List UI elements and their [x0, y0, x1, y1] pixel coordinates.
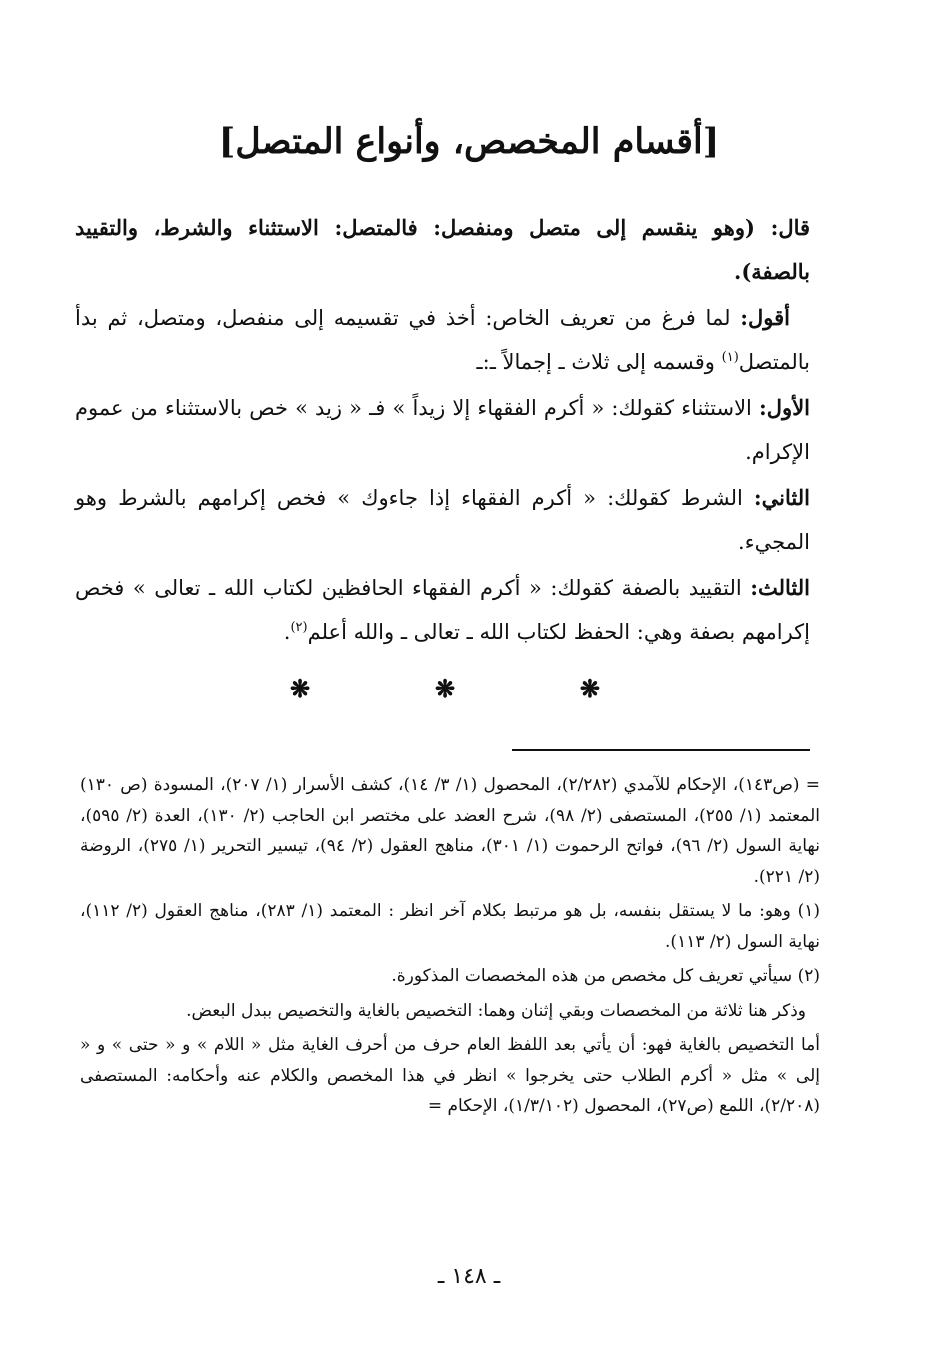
footnote-ref-2: (٢): [290, 620, 308, 635]
first-type-text: الاستثناء كقولك: « أكرم الفقهاء إلا زيداً » فـ « زيد » خص بالاستثناء من عموم الإكرام.: [75, 396, 810, 464]
second-type-text: الشرط كقولك: « أكرم الفقهاء إذا جاءوك » فخص إكرامهم بالشرط وهو المجيء.: [75, 486, 810, 554]
commentary-tail: وقسمه إلى ثلاث ـ إجمالاً ـ:ـ: [476, 350, 715, 374]
divider-star-icon: ❋: [434, 674, 456, 703]
commentary-paragraph: [75, 296, 810, 384]
third-type-label: الثالث:: [750, 575, 810, 600]
main-text: [75, 206, 810, 656]
footnote-continuation: = (ص١٤٣)، الإحكام للآمدي (٢/٢٨٢)، المحصول (١/ ٣/ ١٤)، كشف الأسرار (١/ ٢٠٧)، المسودة (ص ١٣٠) المعتمد (١/ ٢٥٥)، المستصفى (٢/ ٩٨)، شرح العضد على مختصر ابن الحاجب (٢/ ١٣٠)، العدة (٢/ ٥٩٥)، نهاية السول (٢/ ٩٦)، فواتح الرحموت (١/ ٣٠١)، مناهج العقول (٢/ ٩٤)، تيسير التحرير (١/ ٢٧٥)، الروضة (٢/ ٢٢١).: [80, 775, 821, 887]
quote-label: قال:: [770, 215, 811, 240]
footnote-separator: [512, 749, 810, 751]
footnote-2-extra: وذكر هنا ثلاثة من المخصصات وبقي إثنان وهما: التخصيص بالغاية والتخصيص ببدل البعض.: [186, 1000, 806, 1021]
divider-star-icon: ❋: [579, 674, 600, 703]
quote-text: (وهو ينقسم إلى متصل ومنفصل: فالمتصل: الاستثناء والشرط، والتقييد بالصفة).: [75, 215, 810, 284]
page-number: ـ ١٤٨ ـ: [437, 1264, 501, 1289]
footnote-2-extra-2: أما التخصيص بالغاية فهو: أن يأتي بعد اللفظ العام حرف من أحرف الغاية مثل « اللام » و « حتى » و « إلى » مثل « أكرم الطلاب حتى يخرجوا » انظر في هذا المخصص والكلام عنه وأحكامه: المستصفى (٢/٢٠٨)، اللمع (ص٢٧)، المحصول (١/٣/١٠٢)، الإحكام =: [80, 1035, 820, 1116]
third-type-tail: .: [283, 620, 291, 644]
section-divider: [290, 674, 600, 704]
third-type-text: التقييد بالصفة كقولك: « أكرم الفقهاء الحافظين لكتاب الله ـ تعالى » فخص إكرامهم بصفة وهي: الحفظ لكتاب الله ـ تعالى ـ والله أعلم: [75, 576, 810, 644]
third-type-paragraph: [75, 566, 810, 654]
second-type-paragraph: [75, 476, 810, 564]
footnote-ref-1: (١): [721, 350, 739, 365]
footnote-1: (١) وهو: ما لا يستقل بنفسه، بل هو مرتبط بكلام آخر انظر : المعتمد (١/ ٢٨٣)، مناهج العقول (٢/ ١١٢)، نهاية السول (٢/ ١١٣).: [80, 901, 820, 952]
footnotes: [80, 770, 820, 1126]
divider-star-icon: ❋: [290, 674, 311, 703]
commentary-text: لما فرغ من تعريف الخاص: أخذ في تقسيمه إلى منفصل، ومتصل، ثم بدأ بالمتصل: [75, 306, 810, 374]
commentary-label: أقول:: [740, 305, 790, 330]
footnote-2: (٢) سيأتي تعريف كل مخصص من هذه المخصصات المذكورة.: [391, 966, 820, 986]
first-type-label: الأول:: [759, 395, 811, 420]
first-type-paragraph: [75, 386, 810, 474]
section-title: [أقسام المخصص، وأنواع المتصل]: [218, 121, 720, 162]
second-type-label: الثاني:: [753, 485, 810, 510]
quote-paragraph: [75, 206, 810, 294]
